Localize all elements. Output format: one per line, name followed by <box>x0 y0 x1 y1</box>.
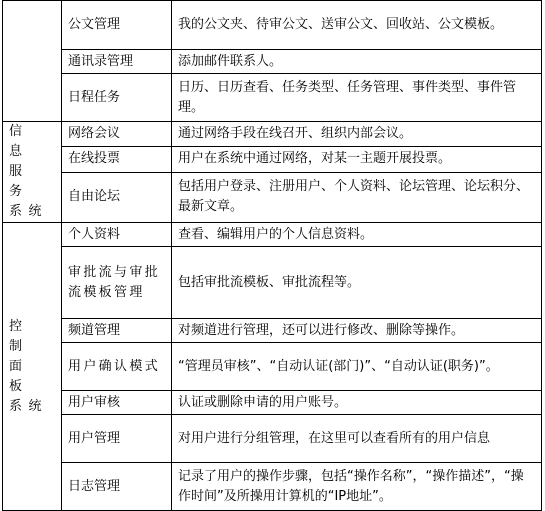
table-row <box>3 319 542 343</box>
group-cell-top <box>3 1 62 122</box>
table-row <box>3 463 542 511</box>
table-row <box>3 343 542 391</box>
feature-description: “管理员审核”、“自动认证(部门)”、“自动认证(职务)”。 <box>172 343 542 391</box>
feature-description: 记录了用户的操作步骤，包括“操作名称”，“操作描述”，“操作时间”及所操用计算机的“IP地址”。 <box>172 463 542 511</box>
table-row <box>3 74 542 122</box>
feature-name: 通讯录管理 <box>62 50 172 74</box>
feature-description: 用户在系统中通过网络，对某一主题开展投票。 <box>172 147 542 172</box>
feature-description: 查看、编辑用户的个人信息资料。 <box>172 223 542 247</box>
feature-name: 在线投票 <box>62 147 172 172</box>
group-label-line: 控 制 <box>9 318 49 354</box>
feature-name: 日志管理 <box>62 463 172 511</box>
feature-description: 添加邮件联系人。 <box>172 50 542 74</box>
feature-name: 公文管理 <box>62 1 172 50</box>
feature-description: 对用户进行分组管理，在这里可以查看所有的用户信息 <box>172 415 542 463</box>
group-label-info-service <box>3 122 62 223</box>
table-row <box>3 247 542 319</box>
group-label-line: 服 务 <box>9 164 49 199</box>
feature-description: 我的公文夹、待审公文、送审公文、回收站、公文模板。 <box>172 1 542 50</box>
feature-name: 自由论坛 <box>62 172 172 223</box>
feature-name: 用户审核 <box>62 391 172 415</box>
feature-name: 审批流与审批流模板管理 <box>62 247 172 319</box>
table-row <box>3 147 542 172</box>
table-row <box>3 172 542 223</box>
group-label-line: 面 板 <box>9 358 49 394</box>
group-label-line: 信 息 <box>9 124 49 159</box>
feature-name: 用户确认模式 <box>62 343 172 391</box>
table-row <box>3 223 542 247</box>
feature-description: 包括审批流模板、审批流程等。 <box>172 247 542 319</box>
feature-name: 频道管理 <box>62 319 172 343</box>
feature-description: 认证或删除申请的用户账号。 <box>172 391 542 415</box>
feature-description: 通过网络手段在线召开、组织内部会议。 <box>172 122 542 147</box>
group-label-line: 系统 <box>9 204 49 219</box>
table-row <box>3 415 542 463</box>
table-row <box>3 1 542 50</box>
feature-name: 个人资料 <box>62 223 172 247</box>
group-label-line: 系统 <box>9 398 49 414</box>
feature-name: 网络会议 <box>62 122 172 147</box>
feature-name: 日程任务 <box>62 74 172 122</box>
feature-name: 用户管理 <box>62 415 172 463</box>
feature-description: 包括用户登录、注册用户、个人资料、论坛管理、论坛积分、最新文章。 <box>172 172 542 223</box>
feature-description: 日历、日历查看、任务类型、任务管理、事件类型、事件管理。 <box>172 74 542 122</box>
table-row <box>3 50 542 74</box>
table-row <box>3 122 542 147</box>
feature-table <box>2 0 542 511</box>
table-row <box>3 391 542 415</box>
group-label-control-panel <box>3 223 62 511</box>
feature-description: 对频道进行管理，还可以进行修改、删除等操作。 <box>172 319 542 343</box>
